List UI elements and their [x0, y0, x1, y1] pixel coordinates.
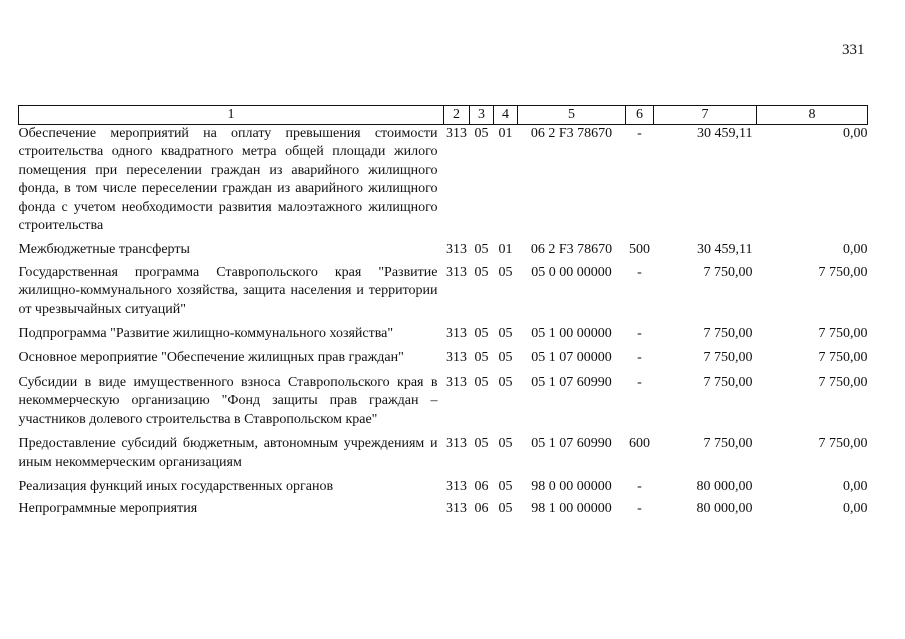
- row-code-4: 05: [498, 501, 513, 517]
- column-header: 1: [19, 106, 444, 125]
- row-code-4: 05: [498, 350, 513, 366]
- table-row: [19, 478, 868, 500]
- row-code-6: -: [637, 478, 642, 494]
- page-number: 331: [842, 42, 865, 58]
- column-header: 4: [494, 106, 518, 125]
- row-code-5: 98 0 00 00000: [531, 478, 612, 494]
- row-name: Непрограммные мероприятия: [18, 501, 198, 517]
- row-amount-8: 7 750,00: [818, 326, 868, 342]
- table-row: [19, 500, 868, 518]
- row-amount-7: 7 750,00: [703, 374, 753, 390]
- row-amount-8: 0,00: [843, 501, 868, 517]
- row-code-3: 06: [474, 501, 489, 517]
- column-header: 5: [518, 106, 626, 125]
- row-code-3: 05: [474, 326, 489, 342]
- row-code-4: 01: [498, 126, 513, 141]
- row-amount-7: 7 750,00: [703, 436, 753, 452]
- row-amount-7: 7 750,00: [703, 350, 753, 366]
- row-amount-8: 0,00: [843, 242, 868, 258]
- row-code-2: 313: [446, 350, 467, 366]
- row-code-3: 05: [474, 436, 489, 452]
- row-code-4: 05: [498, 374, 513, 390]
- row-amount-8: 0,00: [843, 126, 868, 141]
- row-amount-8: 7 750,00: [818, 264, 868, 280]
- row-code-3: 06: [474, 478, 489, 494]
- row-name: Обеспечение мероприятий на оплату превышения стоимости строительства одного квадратного метра общей площади жилого помещения при переселении граждан из аварийного жилищного фонда, в том числе переселении граждан из аварийного жилищного фонда с учетом необходимости развития малоэтажного жилищного строительства: [18, 126, 438, 234]
- row-code-3: 05: [474, 374, 489, 390]
- row-name: Субсидии в виде имущественного взноса Ставропольского края в некоммерческую организацию "Фонд защиты прав граждан – участников долевого строительства в Ставропольском крае": [18, 374, 438, 427]
- column-header: 2: [444, 106, 470, 125]
- table-header-row: [19, 106, 868, 125]
- row-code-6: -: [637, 350, 642, 366]
- row-amount-7: 30 459,11: [697, 242, 753, 258]
- row-name: Предоставление субсидий бюджетным, автономным учреждениям и иным некоммерческим организациям: [18, 436, 438, 470]
- row-name: Государственная программа Ставропольского края "Развитие жилищно-коммунального хозяйства, защита населения и территории от чрезвычайных ситуаций": [18, 264, 438, 317]
- column-header: 7: [654, 106, 757, 125]
- table-row: [19, 264, 868, 325]
- table-row: [19, 435, 868, 478]
- row-code-3: 05: [474, 350, 489, 366]
- row-code-5: 06 2 F3 78670: [530, 126, 613, 141]
- row-code-5: 05 1 07 00000: [531, 350, 612, 366]
- row-name: Подпрограмма "Развитие жилищно-коммунального хозяйства": [18, 326, 394, 342]
- row-code-5: 98 1 00 00000: [531, 501, 612, 517]
- table-row: [19, 374, 868, 435]
- row-name: Межбюджетные трансферты: [18, 242, 190, 258]
- row-amount-7: 80 000,00: [696, 478, 753, 494]
- row-amount-8: 7 750,00: [818, 374, 868, 390]
- row-code-4: 05: [498, 264, 513, 280]
- row-code-6: 500: [629, 242, 650, 258]
- column-header: 8: [757, 106, 868, 125]
- row-code-5: 05 0 00 00000: [531, 264, 612, 280]
- column-header: 3: [470, 106, 494, 125]
- row-code-4: 05: [498, 436, 513, 452]
- table-row: [19, 241, 868, 263]
- row-code-3: 05: [474, 264, 489, 280]
- row-amount-7: 30 459,11: [697, 126, 753, 141]
- row-code-6: 600: [629, 436, 650, 452]
- row-amount-8: 0,00: [843, 478, 868, 494]
- row-code-2: 313: [446, 436, 467, 452]
- row-amount-7: 80 000,00: [696, 501, 753, 517]
- row-code-2: 313: [446, 264, 467, 280]
- row-code-6: -: [637, 326, 642, 342]
- row-code-5: 06 2 F3 78670: [530, 242, 613, 258]
- row-code-3: 05: [474, 242, 489, 258]
- row-code-4: 05: [498, 326, 513, 342]
- row-code-6: -: [637, 264, 642, 280]
- row-code-2: 313: [446, 478, 467, 494]
- row-code-2: 313: [446, 501, 467, 517]
- row-code-2: 313: [446, 374, 467, 390]
- budget-table: [18, 105, 868, 519]
- table-row: [19, 325, 868, 349]
- row-name: Основное мероприятие "Обеспечение жилищных прав граждан": [18, 350, 404, 366]
- row-code-6: -: [637, 374, 642, 390]
- row-code-6: -: [637, 501, 642, 517]
- row-code-5: 05 1 00 00000: [531, 326, 612, 342]
- row-amount-8: 7 750,00: [818, 436, 868, 452]
- table-row: [19, 125, 868, 242]
- row-amount-7: 7 750,00: [703, 326, 753, 342]
- row-amount-7: 7 750,00: [703, 264, 753, 280]
- row-code-4: 05: [498, 478, 513, 494]
- row-code-5: 05 1 07 60990: [531, 436, 612, 452]
- row-code-6: -: [637, 126, 642, 141]
- row-amount-8: 7 750,00: [818, 350, 868, 366]
- row-code-3: 05: [474, 126, 489, 141]
- row-code-4: 01: [498, 242, 513, 258]
- row-code-2: 313: [446, 126, 467, 141]
- row-code-2: 313: [446, 326, 467, 342]
- row-name: Реализация функций иных государственных органов: [18, 478, 334, 494]
- table-row: [19, 349, 868, 373]
- row-code-5: 05 1 07 60990: [531, 374, 612, 390]
- column-header: 6: [626, 106, 654, 125]
- row-code-2: 313: [446, 242, 467, 258]
